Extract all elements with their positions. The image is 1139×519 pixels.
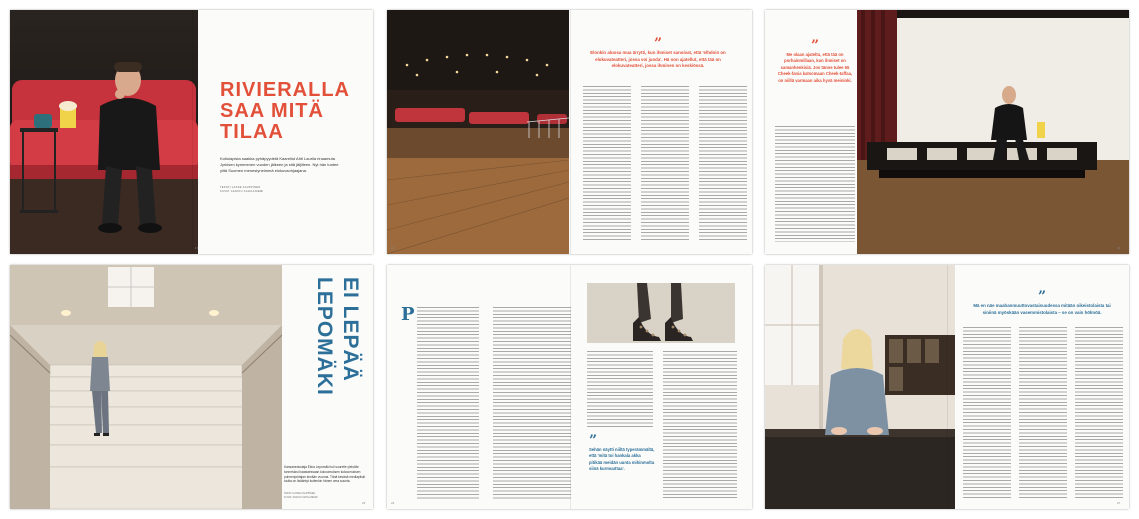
shoes-illustration <box>587 283 735 343</box>
quote-mark-icon: ” <box>1037 289 1047 305</box>
body-text-columns <box>775 126 855 242</box>
quote-mark-icon: ” <box>810 38 820 54</box>
text-column <box>663 351 737 499</box>
text-column <box>775 126 855 242</box>
credit-text: TEKSTI LASSE KAUPPINEN <box>284 492 316 495</box>
text-column <box>417 307 479 499</box>
text-column <box>493 307 571 499</box>
pull-quote <box>589 435 655 472</box>
text-column <box>963 327 1011 499</box>
photo-man-on-red-sofa <box>10 10 198 254</box>
vertical-title-graphic <box>290 277 373 457</box>
article-title: RIVIERALLA SAA MITÄ TILAA <box>220 79 350 143</box>
spread-lepomaki-portrait <box>765 265 1129 509</box>
pull-quote-text: Me olaan ajateltu, että tää on porhainmillaan, kun ihmiset on samanhenkisiä. Jos tänne tulee 55 Cheek-fania katsomaan Cheek-taffaa, on niillä varmaan aika hyvä meininki. <box>777 52 853 83</box>
body-text-columns-left <box>401 304 571 499</box>
drop-cap: P <box>401 304 415 325</box>
text-column <box>583 86 631 242</box>
article-credits <box>220 186 320 194</box>
pull-quote-text: Mä en näe maahanmuuttovastaisuudessa mitään oikeistolaista tai siniinä myöskään vasemmistolaista – se on vain hölmöä. <box>973 303 1111 315</box>
credit-text: TEKSTI LASSE KAUPPINEN <box>220 186 261 189</box>
page-number: 23 <box>362 501 366 505</box>
page-number: 17 <box>195 246 199 250</box>
page-number: 21 <box>1117 246 1121 250</box>
page-number: 24 <box>391 501 395 505</box>
spread-rivieralla-stage <box>765 10 1129 254</box>
credit-photo: KUVAT JAAKKO KAHILANIEMI <box>284 495 318 499</box>
page-number: 27 <box>1117 501 1121 505</box>
quote-mark-icon: ” <box>589 433 598 449</box>
spread-lepomaki-opening <box>10 265 373 509</box>
pull-quote <box>583 38 733 70</box>
staircase-illustration <box>10 265 282 509</box>
spread-rivieralla-opening <box>10 10 373 254</box>
photo-woman-on-staircase <box>10 265 282 509</box>
text-column <box>641 86 689 242</box>
body-text-columns <box>963 327 1123 499</box>
office-illustration <box>765 265 955 509</box>
spread-rivieralla-cinema <box>387 10 752 254</box>
quote-mark-icon: ” <box>653 36 663 52</box>
body-text-columns-right <box>587 351 737 499</box>
sofa-scene-illustration <box>10 10 198 254</box>
text-column <box>587 351 653 429</box>
text-column <box>1075 327 1123 499</box>
spread-gutter <box>570 265 571 509</box>
title-line-2: EI LEPÄÄ <box>339 277 362 382</box>
article-lead: Kotiulapista saakka pyhäpyydetä Kaarellut Ahti Laurila rinaamuta Jyrkisen kymmenen vuoden jälkeen ja sitä jäljilleen. Nyt hän tuntee ylitä Suomen menestyneimmä elokuvaohjaajana. <box>220 156 339 173</box>
photo-cinema-auditorium <box>387 10 569 254</box>
cinema-illustration <box>387 10 569 254</box>
spread-gutter <box>192 10 193 254</box>
photo-man-on-stage <box>857 10 1129 254</box>
pull-quote-text: Sehän näytti niiltä typerämmältä, että 'mitä toi hankala akka pitikää meidän uunta mihinmolta siinä kurmuuttaa'. <box>589 447 655 471</box>
credit-photo: KUVAT JAAKKO KAHILANIEMI <box>220 190 264 193</box>
photo-shoes-detail <box>587 283 735 343</box>
text-column <box>699 86 747 242</box>
stage-illustration <box>857 10 1129 254</box>
body-text-columns <box>583 86 747 242</box>
pull-quote-text: Elonkin aluosa mua ärrytti, kun ihmiset sanoivat, että 'elhdoin on elokuvateatteri, jossa voi juoda'. Hä oon ajatellut, että tää on elokuvateatteri, jossa ihminen on keskiössä. <box>590 50 726 69</box>
pull-quote <box>967 291 1117 316</box>
spread-gutter <box>947 265 948 509</box>
text-column <box>1019 327 1067 499</box>
page-number: 18 <box>391 246 395 250</box>
photo-woman-at-desk <box>765 265 955 509</box>
article-lead: Kansanedustaja Elina Lepomäki tuli suurelle yleisölle tunnetuksi haastaessaan kokoomuksen kokoomuksen puheenjohtajan kevään vuonna. Tänä kesänä mediapiiski tuulta on lisääntyt kuitenkin hänen oma suunta. <box>284 465 366 484</box>
spread-gutter <box>570 10 571 254</box>
pull-quote <box>775 40 855 84</box>
spread-lepomaki-text <box>387 265 752 509</box>
article-credits <box>284 492 368 499</box>
title-line-1: LEPOMÄKI <box>313 277 336 396</box>
article-title <box>290 277 373 457</box>
